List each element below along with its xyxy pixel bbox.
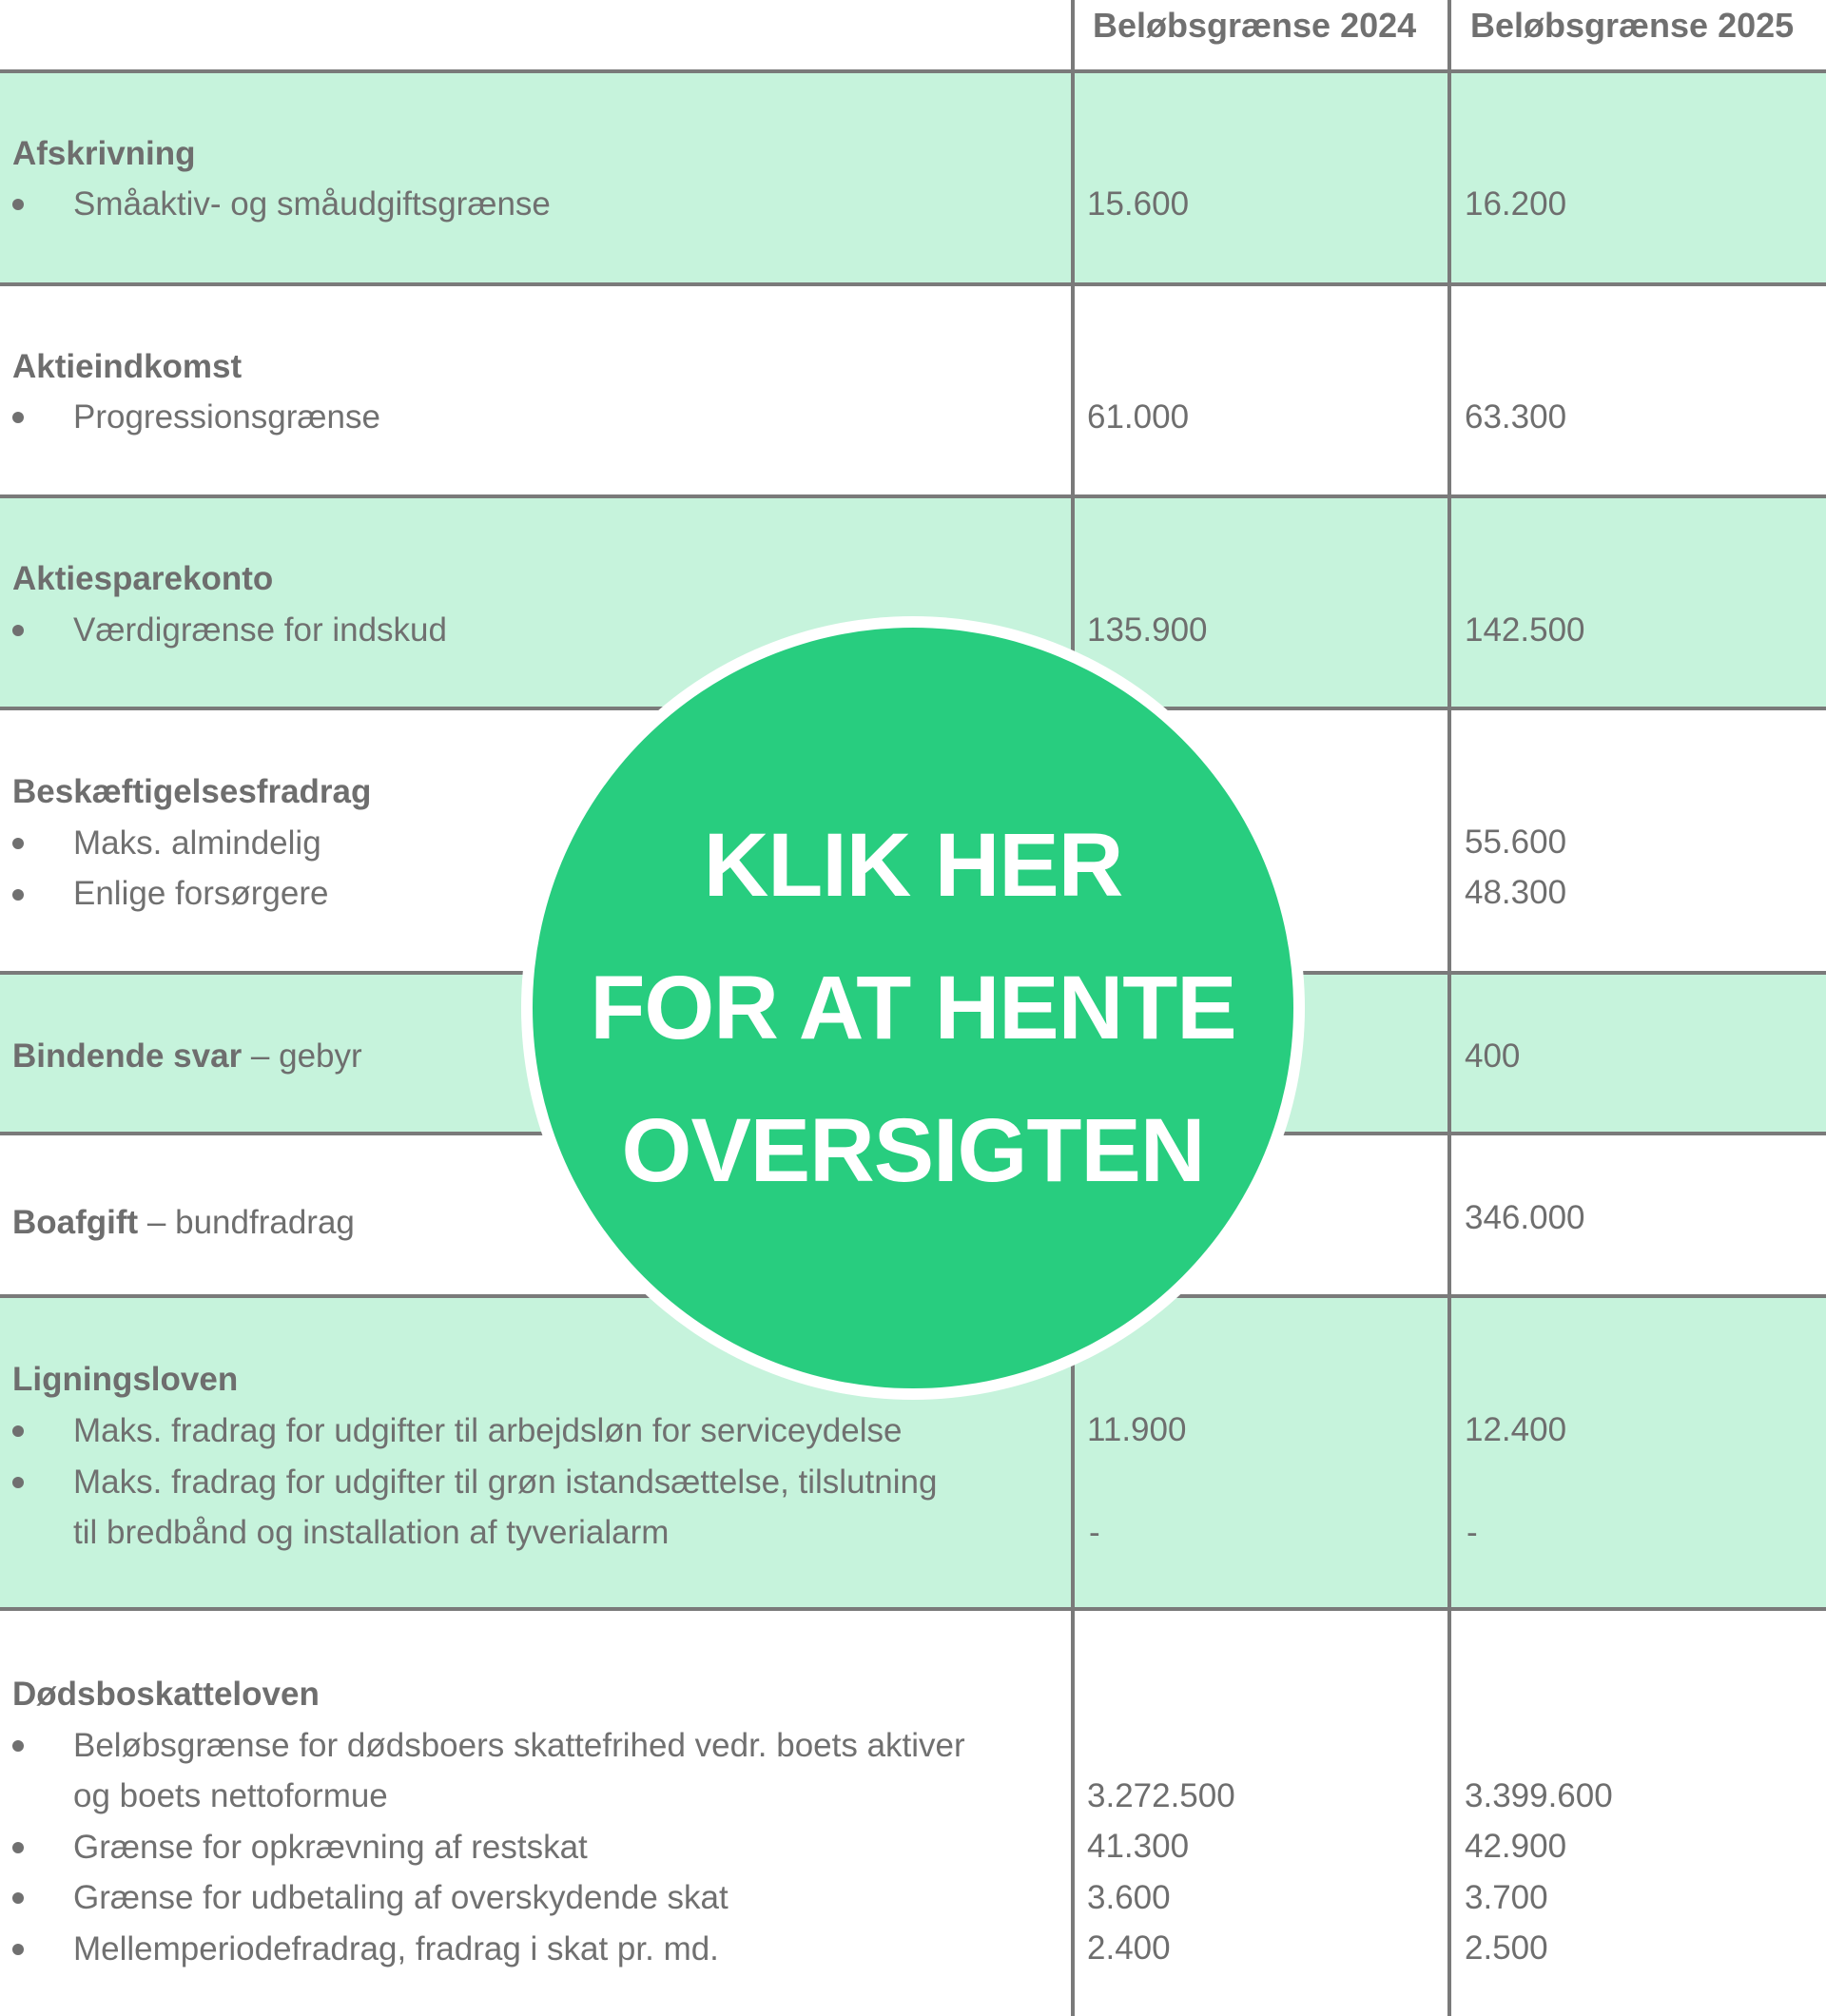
row-divider <box>0 282 1826 286</box>
cta-line-3: OVERSIGTEN <box>621 1100 1205 1201</box>
bullet-icon <box>12 1477 24 1488</box>
list-item: Grænse for udbetaling af overskydende skat <box>73 1879 728 1916</box>
row-divider <box>0 1607 1826 1611</box>
category-suffix: – gebyr <box>242 1037 362 1075</box>
bullet-icon <box>12 889 24 901</box>
value-2025: 3.700 <box>1465 1879 1548 1916</box>
value-2024: 15.600 <box>1087 185 1190 223</box>
value-2025: 346.000 <box>1465 1199 1585 1236</box>
list-item: Maks. fradrag for udgifter til arbejdsløn for serviceydelse <box>73 1412 903 1449</box>
column-divider-2 <box>1447 0 1451 2016</box>
bullet-icon <box>12 838 24 849</box>
bullet-icon <box>12 412 24 423</box>
value-2024: 3.600 <box>1087 1879 1171 1916</box>
list-item-continuation: og boets nettoformue <box>73 1777 388 1814</box>
category-label: Bindende svar <box>12 1037 243 1075</box>
list-item: Grænse for opkrævning af restskat <box>73 1829 588 1866</box>
list-item: Mellemperiodefradrag, fradrag i skat pr. md. <box>73 1930 719 1968</box>
list-item: Maks. almindelig <box>73 824 321 862</box>
row-bg-afskrivning <box>0 72 1826 283</box>
bullet-icon <box>12 1425 24 1437</box>
list-item: Værdigrænse for indskud <box>73 611 447 649</box>
bullet-icon <box>12 1944 24 1955</box>
value-2024: 41.300 <box>1087 1828 1190 1865</box>
value-2025: 142.500 <box>1465 611 1585 649</box>
category-label: Boafgift <box>12 1204 139 1241</box>
value-2024: 135.900 <box>1087 611 1208 649</box>
value-2025: 55.600 <box>1465 824 1567 861</box>
list-item: Progressionsgrænse <box>73 398 380 436</box>
value-2025: 2.500 <box>1465 1929 1548 1967</box>
list-item-continuation: til bredbånd og installation af tyverialarm <box>73 1514 670 1551</box>
bullet-icon <box>12 1740 24 1752</box>
column-header-2024: Beløbsgrænse 2024 <box>1093 6 1417 45</box>
value-2025: 12.400 <box>1465 1411 1567 1448</box>
category-suffix: – bundfradrag <box>138 1204 355 1241</box>
list-item: Beløbsgrænse for dødsboers skattefrihed vedr. boets aktiver <box>73 1727 965 1764</box>
category-aktiesparekonto: Aktiesparekonto <box>12 560 274 597</box>
category-beskaeftigelsesfradrag: Beskæftigelsesfradrag <box>12 773 372 810</box>
cta-line-2: FOR AT HENTE <box>590 958 1236 1058</box>
bullet-icon <box>12 625 24 636</box>
category-ligningsloven: Ligningsloven <box>12 1361 239 1398</box>
list-item: Småaktiv- og småudgiftsgrænse <box>73 185 551 223</box>
value-2024: 2.400 <box>1087 1929 1171 1967</box>
category-doedsboskatteloven: Dødsboskatteloven <box>12 1676 320 1713</box>
bullet-icon <box>12 1842 24 1853</box>
category-afskrivning: Afskrivning <box>12 135 196 172</box>
value-2025: 3.399.600 <box>1465 1777 1613 1814</box>
value-2024: 11.900 <box>1087 1411 1187 1448</box>
category-aktieindkomst: Aktieindkomst <box>12 348 243 385</box>
value-2025: 16.200 <box>1465 185 1567 223</box>
list-item: Maks. fradrag for udgifter til grøn istandsættelse, tilslutning <box>73 1464 938 1501</box>
category-boafgift <box>12 1204 355 1242</box>
list-item: Enlige forsørgere <box>73 875 329 912</box>
value-2025: 63.300 <box>1465 398 1567 436</box>
category-bindende-svar <box>12 1037 362 1076</box>
bullet-icon <box>12 1892 24 1904</box>
value-2025: 400 <box>1465 1037 1521 1075</box>
download-overview-button[interactable] <box>533 628 1293 1388</box>
column-header-2025: Beløbsgrænse 2025 <box>1470 6 1795 45</box>
cta-line-1: KLIK HER <box>703 815 1123 916</box>
value-2024: - <box>1089 1514 1100 1551</box>
row-divider <box>0 69 1826 73</box>
value-2025: 48.300 <box>1465 874 1567 911</box>
bullet-icon <box>12 199 24 210</box>
value-2025: - <box>1467 1514 1478 1551</box>
value-2024: 3.272.500 <box>1087 1777 1235 1814</box>
value-2025: 42.900 <box>1465 1828 1567 1865</box>
value-2024: 61.000 <box>1087 398 1190 436</box>
row-divider <box>0 494 1826 498</box>
